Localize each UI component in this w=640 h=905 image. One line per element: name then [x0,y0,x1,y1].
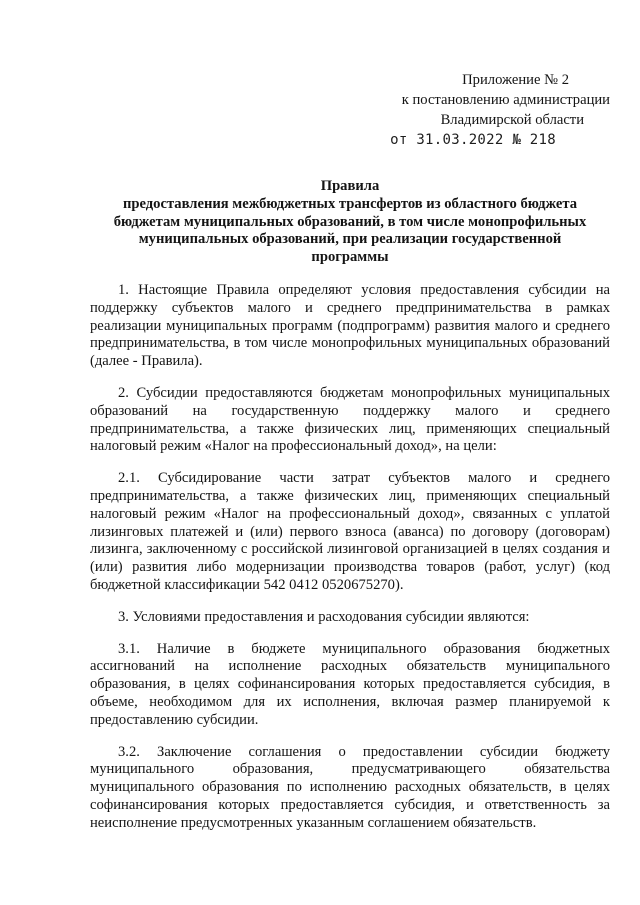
appendix-date-number: от 31.03.2022 № 218 [390,132,556,148]
title-line-4: муниципальных образований, при реализации государственной [138,231,562,248]
appendix-resolution: к постановлению администрации [401,92,610,108]
appendix-number: Приложение № 2 [462,72,569,88]
appendix-region: Владимирской области [440,112,584,128]
appendix-header [370,70,610,150]
title-line-1: Правила [320,178,380,194]
title-line-5: программы [311,249,389,266]
paragraph-3: 3. Условиями предоставления и расходования субсидии являются: [118,608,530,625]
title-line-3: бюджетам муниципальных образований, в том числе монопрофильных [113,213,587,230]
paragraph-3-1: 3.1. Наличие в бюджете муниципального образования бюджетных ассигнований на исполнение расходных обязательств муниципального образования, в целях софинансирования которых предоставляется субсидия, в объеме, необходимом для их исполнения, включая размер планируемой к предоставлению субсидии. [90,640,610,728]
paragraph-1: 1. Настоящие Правила определяют условия предоставления субсидии на поддержку субъектов малого и среднего предпринимательства в рамках реализации муниципальных программ (подпрограмм) развития малого и среднего предпринимательства, в том числе монопрофильных муниципальных образований (далее - Правила). [90,282,610,370]
paragraph-2-1: 2.1. Субсидирование части затрат субъектов малого и среднего предпринимательства, а также физических лиц, применяющих специальный налоговый режим «Налог на профессиональный доход», связанных с уплатой лизинговых платежей и (или) первого взноса (аванса) по договору (договорам) лизинга, заключенному с российской лизинговой организацией в целях создания и (или) развития либо модернизации производства товаров (работ, услуг) (код бюджетной классификации 542 0412 0520675270). [90,470,610,593]
paragraph-2: 2. Субсидии предоставляются бюджетам монопрофильных муниципальных образований на государственную поддержку малого и среднего предпринимательства, а также физических лиц, применяющих специальный налоговый режим «Налог на профессиональный доход», на цели: [90,384,610,455]
paragraph-3-2: 3.2. Заключение соглашения о предоставлении субсидии бюджету муниципального образования, предусматривающего обязательства муниципального образования по исполнению расходных обязательств, в целях софинансирования которых предоставляется субсидия, и ответственность за неисполнение предусмотренных указанным соглашением обязательств. [90,743,610,831]
title-line-2: предоставления межбюджетных трансфертов из областного бюджета [122,195,577,212]
document-title [90,178,610,267]
document-body [90,282,610,847]
